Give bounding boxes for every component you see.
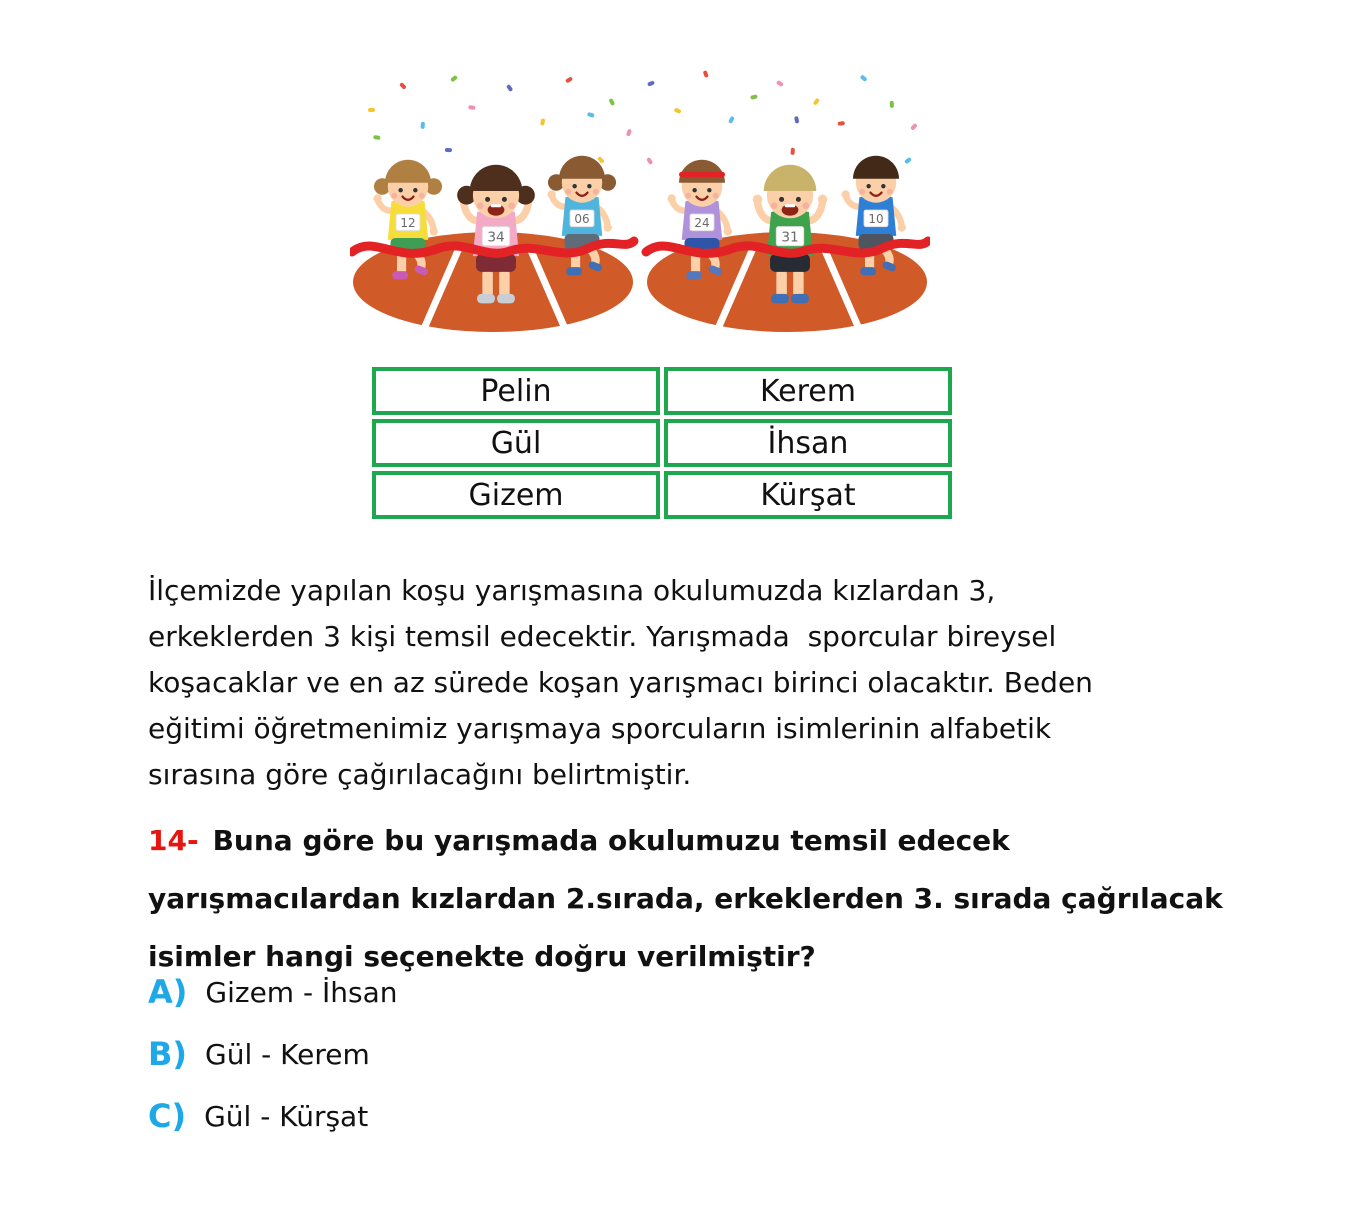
confetti bbox=[626, 129, 632, 137]
option-c-text: Gül - Kürşat bbox=[204, 1099, 369, 1133]
table-row bbox=[372, 471, 952, 519]
question-number: 14- bbox=[148, 824, 199, 857]
table-cell-girl-1: Pelin bbox=[372, 367, 660, 415]
confetti bbox=[890, 101, 894, 108]
headband bbox=[679, 172, 725, 178]
confetti bbox=[445, 148, 452, 152]
table-cell-boy-1: Kerem bbox=[664, 367, 952, 415]
confetti bbox=[565, 76, 573, 83]
confetti bbox=[468, 105, 475, 110]
confetti bbox=[703, 70, 709, 78]
confetti bbox=[373, 135, 381, 140]
race-finish-illustration bbox=[350, 70, 930, 338]
passage-line: sırasına göre çağırılacağını belirtmiştir. bbox=[148, 758, 692, 791]
question-line bbox=[148, 812, 1223, 870]
table-cell-boy-2: İhsan bbox=[664, 419, 952, 467]
question-line: isimler hangi seçenekte doğru verilmiştir? bbox=[148, 940, 816, 973]
option-b bbox=[148, 1034, 397, 1074]
bib-number: 12 bbox=[400, 215, 416, 230]
bib-number: 34 bbox=[487, 229, 505, 246]
confetti bbox=[838, 121, 845, 126]
bib-number: 10 bbox=[868, 211, 884, 226]
confetti bbox=[647, 80, 655, 86]
option-c bbox=[148, 1096, 397, 1136]
option-b-letter: B) bbox=[148, 1035, 188, 1073]
confetti bbox=[750, 94, 758, 100]
table-cell-boy-3: Kürşat bbox=[664, 471, 952, 519]
option-a bbox=[148, 972, 397, 1012]
option-a-text: Gizem - İhsan bbox=[205, 975, 398, 1009]
confetti bbox=[776, 80, 784, 87]
passage-text bbox=[148, 568, 1093, 798]
table-cell-girl-3: Gizem bbox=[372, 471, 660, 519]
names-table bbox=[368, 363, 956, 523]
option-c-letter: C) bbox=[148, 1097, 187, 1135]
answer-options bbox=[148, 972, 397, 1158]
bib-number: 06 bbox=[574, 211, 590, 226]
confetti bbox=[910, 123, 918, 131]
confetti bbox=[904, 157, 912, 164]
question-line: yarışmacılardan kızlardan 2.sırada, erkeklerden 3. sırada çağrılacak bbox=[148, 882, 1223, 915]
confetti bbox=[790, 148, 795, 155]
option-b-text: Gül - Kerem bbox=[205, 1037, 370, 1071]
passage-line: İlçemizde yapılan koşu yarışmasına okulumuzda kızlardan 3, bbox=[148, 574, 996, 607]
confetti bbox=[450, 75, 458, 83]
confetti bbox=[506, 84, 513, 92]
confetti bbox=[587, 112, 595, 118]
confetti bbox=[540, 118, 545, 126]
confetti bbox=[860, 74, 868, 82]
confetti bbox=[608, 98, 615, 106]
confetti bbox=[399, 82, 407, 90]
passage-line: erkeklerden 3 kişi temsil edecektir. Yarışmada sporcular bireysel bbox=[148, 620, 1057, 653]
passage-line: eğitimi öğretmenimiz yarışmaya sporcuların isimlerinin alfabetik bbox=[148, 712, 1052, 745]
question-text: Buna göre bu yarışmada okulumuzu temsil edecek bbox=[212, 824, 1010, 857]
confetti bbox=[794, 116, 799, 124]
option-a-letter: A) bbox=[148, 973, 188, 1011]
confetti bbox=[421, 122, 425, 129]
confetti bbox=[813, 98, 820, 106]
confetti bbox=[728, 116, 735, 124]
confetti bbox=[674, 107, 682, 114]
confetti bbox=[368, 108, 375, 112]
table-row bbox=[372, 419, 952, 467]
question-14 bbox=[148, 812, 1223, 986]
bib-number: 24 bbox=[694, 215, 710, 230]
passage-line: koşacaklar ve en az sürede koşan yarışmacı birinci olacaktır. Beden bbox=[148, 666, 1093, 699]
table-cell-girl-2: Gül bbox=[372, 419, 660, 467]
bib-number: 31 bbox=[781, 229, 799, 246]
table-row bbox=[372, 367, 952, 415]
confetti bbox=[646, 157, 653, 165]
